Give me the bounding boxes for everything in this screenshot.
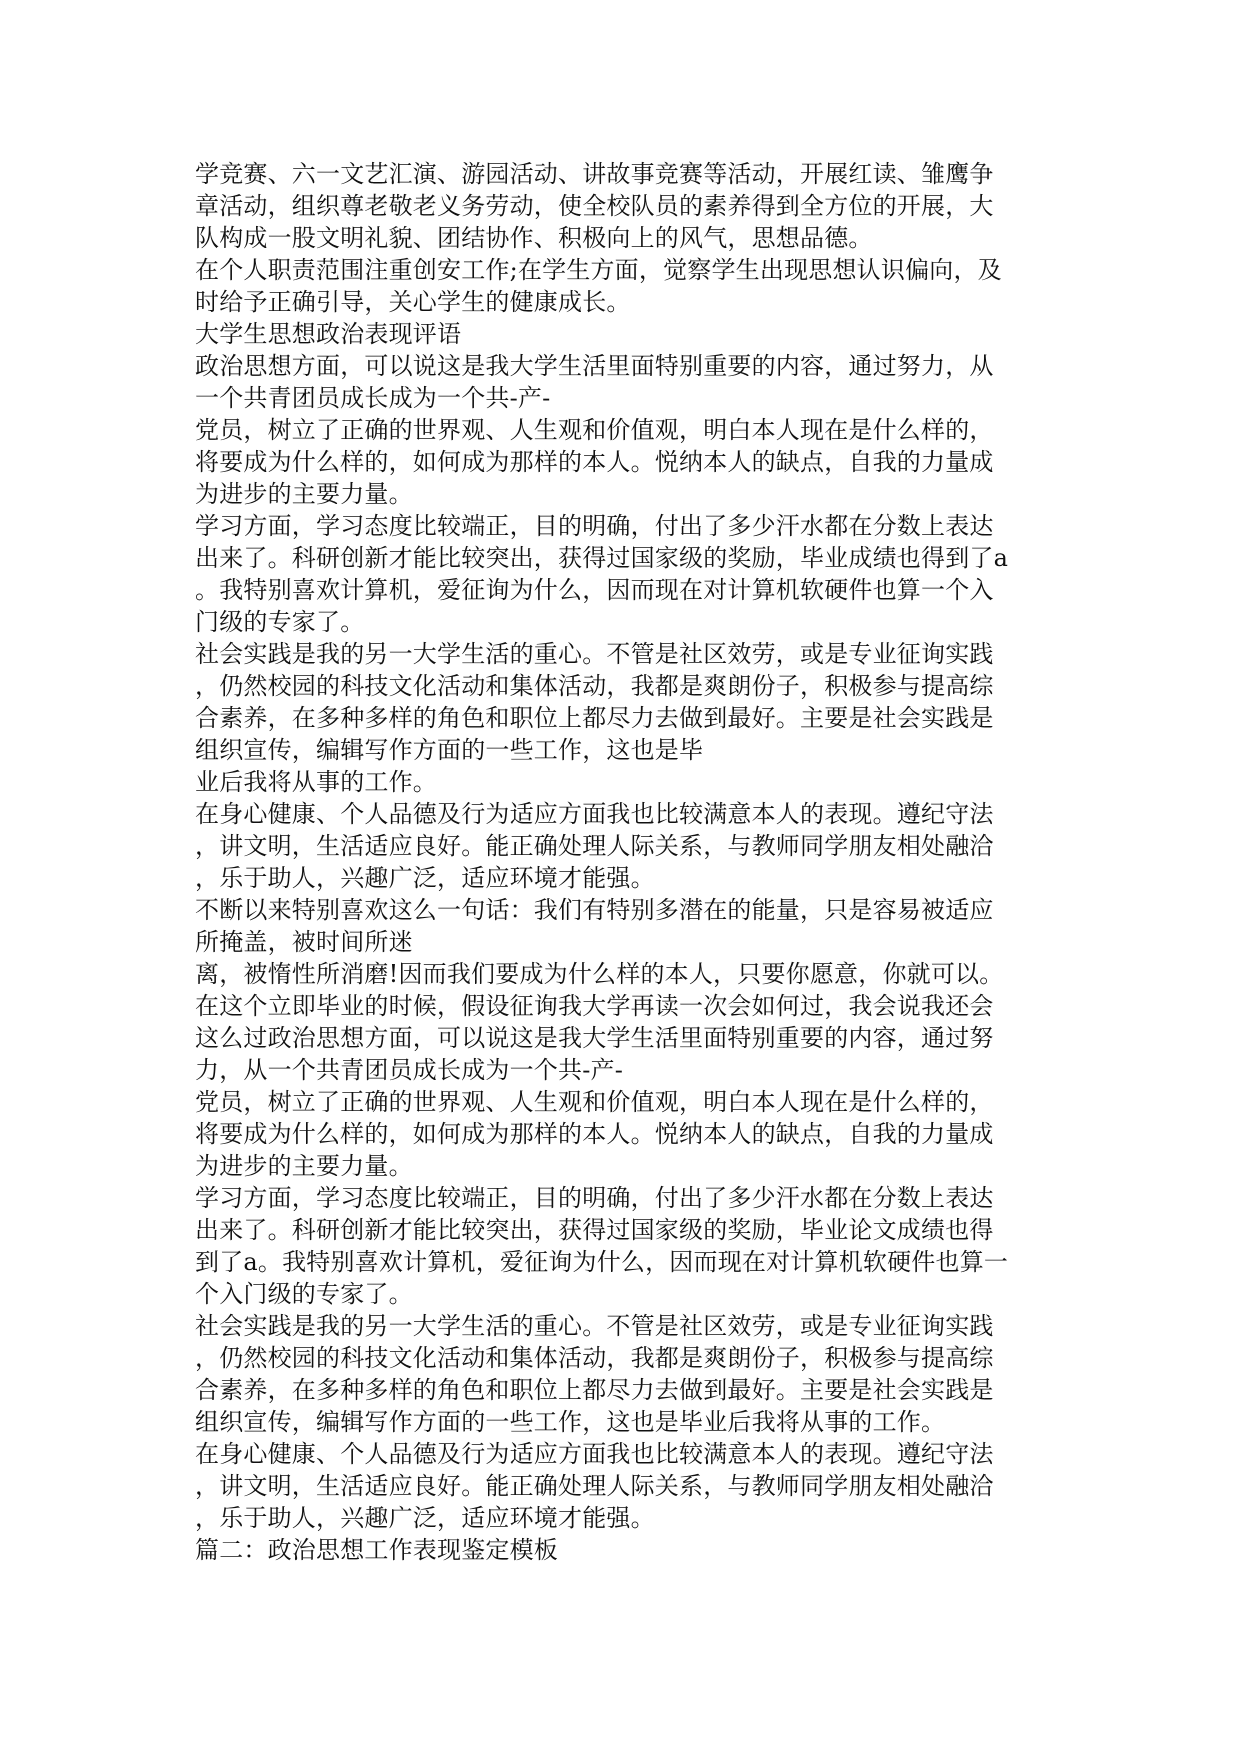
- text-line: 时给予正确引导，关心学生的健康成长。: [195, 288, 631, 316]
- text-line: ，仍然校园的科技文化活动和集体活动，我都是爽朗份子，积极参与提高综: [195, 1344, 994, 1372]
- text-line: 合素养，在多种多样的角色和职位上都尽力去做到最好。主要是社会实践是: [195, 704, 994, 732]
- text-line: 组织宣传，编辑写作方面的一些工作，这也是毕: [195, 736, 704, 764]
- section-heading: 篇二：政治思想工作表现鉴定模板: [195, 1536, 558, 1564]
- text-line: 为进步的主要力量。: [195, 1152, 413, 1180]
- text-line: 为进步的主要力量。: [195, 480, 413, 508]
- text-line: 社会实践是我的另一大学生活的重心。不管是社区效劳，或是专业征询实践: [195, 1312, 994, 1340]
- text-line: 到了a。我特别喜欢计算机，爱征询为什么，因而现在对计算机软硬件也算一: [195, 1248, 1009, 1276]
- text-line: 门级的专家了。: [195, 608, 365, 636]
- text-line: ，乐于助人，兴趣广泛，适应环境才能强。: [195, 864, 655, 892]
- text-line: 学竞赛、六一文艺汇演、游园活动、讲故事竞赛等活动，开展红读、雏鹰争: [195, 160, 994, 188]
- text-line: 政治思想方面，可以说这是我大学生活里面特别重要的内容，通过努力，从: [195, 352, 994, 380]
- text-line: ，仍然校园的科技文化活动和集体活动，我都是爽朗份子，积极参与提高综: [195, 672, 994, 700]
- text-line: 将要成为什么样的，如何成为那样的本人。悦纳本人的缺点，自我的力量成: [195, 1120, 994, 1148]
- document-body: [195, 158, 1055, 1566]
- text-line: 在身心健康、个人品德及行为适应方面我也比较满意本人的表现。遵纪守法: [195, 800, 994, 828]
- text-line: 组织宣传，编辑写作方面的一些工作，这也是毕业后我将从事的工作。: [195, 1408, 946, 1436]
- section-heading: 大学生思想政治表现评语: [195, 320, 462, 348]
- text-line: 学习方面，学习态度比较端正，目的明确，付出了多少汗水都在分数上表达: [195, 512, 994, 540]
- text-line: ，讲文明，生活适应良好。能正确处理人际关系，与教师同学朋友相处融洽: [195, 1472, 994, 1500]
- text-line: 党员，树立了正确的世界观、人生观和价值观，明白本人现在是什么样的，: [195, 1088, 994, 1116]
- text-line: 在个人职责范围注重创安工作;在学生方面，觉察学生出现思想认识偏向，及: [195, 256, 1002, 284]
- text-line: 队构成一股文明礼貌、团结协作、积极向上的风气，思想品德。: [195, 224, 873, 252]
- text-line: 个入门级的专家了。: [195, 1280, 413, 1308]
- text-line: 业后我将从事的工作。: [195, 768, 437, 796]
- text-line: ，乐于助人，兴趣广泛，适应环境才能强。: [195, 1504, 655, 1532]
- text-line: 力，从一个共青团员成长成为一个共-产-: [195, 1056, 624, 1084]
- text-line: 章活动，组织尊老敬老义务劳动，使全校队员的素养得到全方位的开展，大: [195, 192, 994, 220]
- text-line: 所掩盖，被时间所迷: [195, 928, 413, 956]
- text-line: 一个共青团员成长成为一个共-产-: [195, 384, 551, 412]
- text-line: 在这个立即毕业的时候，假设征询我大学再读一次会如何过，我会说我还会: [195, 992, 994, 1020]
- text-line: 党员，树立了正确的世界观、人生观和价值观，明白本人现在是什么样的，: [195, 416, 994, 444]
- text-line: 合素养，在多种多样的角色和职位上都尽力去做到最好。主要是社会实践是: [195, 1376, 994, 1404]
- text-line: 这么过政治思想方面，可以说这是我大学生活里面特别重要的内容，通过努: [195, 1024, 994, 1052]
- text-line: 出来了。科研创新才能比较突出，获得过国家级的奖励，毕业成绩也得到了a: [195, 544, 1009, 572]
- text-line: 离，被惰性所消磨!因而我们要成为什么样的本人，只要你愿意，你就可以。: [195, 960, 1004, 988]
- text-line: 将要成为什么样的，如何成为那样的本人。悦纳本人的缺点，自我的力量成: [195, 448, 994, 476]
- text-line: ，讲文明，生活适应良好。能正确处理人际关系，与教师同学朋友相处融洽: [195, 832, 994, 860]
- text-line: 在身心健康、个人品德及行为适应方面我也比较满意本人的表现。遵纪守法: [195, 1440, 994, 1468]
- text-line: 学习方面，学习态度比较端正，目的明确，付出了多少汗水都在分数上表达: [195, 1184, 994, 1212]
- text-line: 社会实践是我的另一大学生活的重心。不管是社区效劳，或是专业征询实践: [195, 640, 994, 668]
- text-line: 不断以来特别喜欢这么一句话：我们有特别多潜在的能量，只是容易被适应: [195, 896, 994, 924]
- text-line: 。我特别喜欢计算机，爱征询为什么，因而现在对计算机软硬件也算一个入: [195, 576, 994, 604]
- text-line: 出来了。科研创新才能比较突出，获得过国家级的奖励，毕业论文成绩也得: [195, 1216, 994, 1244]
